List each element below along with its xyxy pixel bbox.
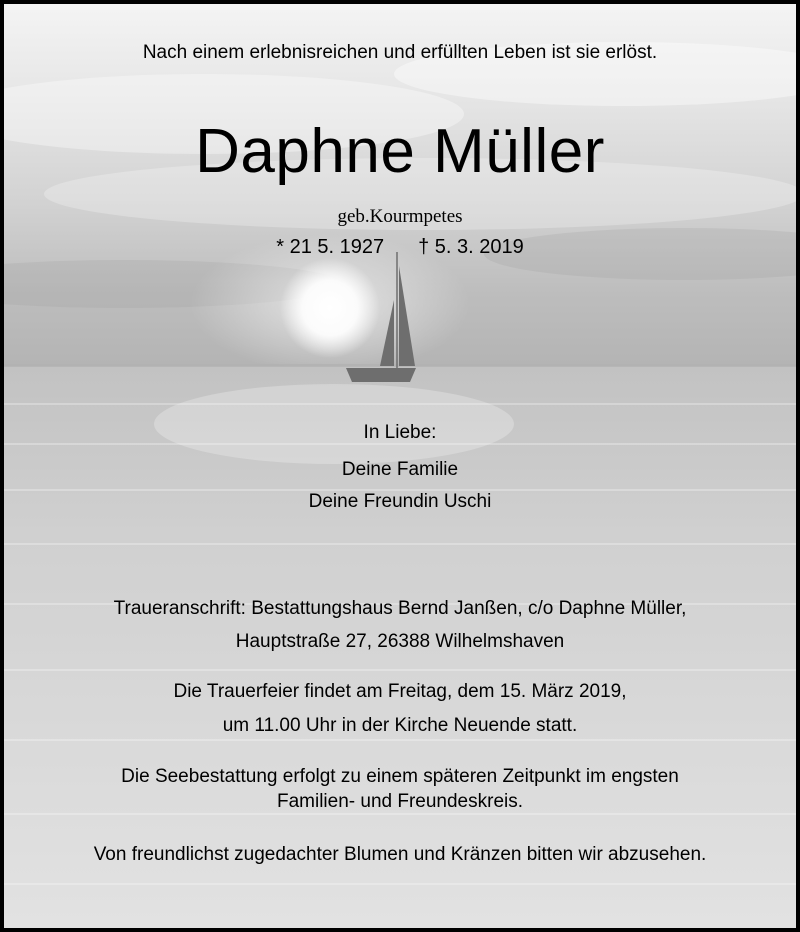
burial-line-1: Die Seebestattung erfolgt zu einem späteren Zeitpunkt im engsten bbox=[121, 766, 679, 787]
flowers-note: Von freundlichst zugedachter Blumen und Kränzen bitten wir abzusehen. bbox=[93, 844, 707, 865]
ceremony-line-2: um 11.00 Uhr in der Kirche Neuende statt. bbox=[222, 715, 578, 736]
signoff-family: Deine Familie bbox=[341, 459, 459, 480]
signoff-heading: In Liebe: bbox=[363, 422, 437, 443]
ceremony-line-1: Die Trauerfeier findet am Freitag, dem 15. März 2019, bbox=[173, 681, 627, 702]
birth-date: * 21 5. 1927 bbox=[276, 236, 385, 258]
signoff-friend: Deine Freundin Uschi bbox=[308, 491, 492, 512]
address-line-1: Traueranschrift: Bestattungshaus Bernd Janßen, c/o Daphne Müller, bbox=[113, 598, 687, 619]
burial-line-2: Familien- und Freundeskreis. bbox=[276, 791, 524, 812]
birth-name: geb.Kourmpetes bbox=[337, 206, 463, 227]
intro-text: Nach einem erlebnisreichen und erfüllten Leben ist sie erlöst. bbox=[142, 42, 658, 63]
address-line-2: Hauptstraße 27, 26388 Wilhelmshaven bbox=[235, 631, 565, 652]
deceased-name: Daphne Müller bbox=[195, 117, 605, 186]
life-dates bbox=[4, 236, 796, 259]
death-date: † 5. 3. 2019 bbox=[418, 236, 524, 258]
